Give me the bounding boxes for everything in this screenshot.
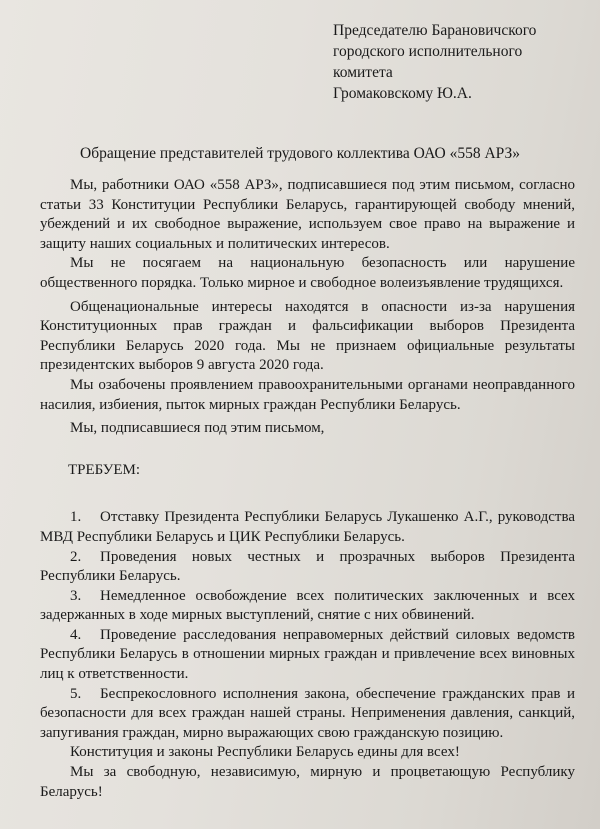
demands-heading: ТРЕБУЕМ: xyxy=(68,461,141,478)
intro-paragraph: Общенациональные интересы находятся в опасности из-за нарушения Конституционных прав граждан и фальсификации выборов Президента Республики Беларусь 2020 года. Мы не признаем официальные результаты президентских выборов 9 августа 2020 года. xyxy=(40,298,575,374)
demand-text: Проведения новых честных и прозрачных выборов Президента Республики Беларусь. xyxy=(40,548,575,585)
demand-item xyxy=(40,587,575,626)
demand-number: 5. xyxy=(70,685,82,702)
addressee-line: городского исполнительного xyxy=(333,43,523,60)
addressee-line: Громаковскому Ю.А. xyxy=(333,85,472,102)
demand-number: 3. xyxy=(70,587,82,604)
addressee-line: Председателю Барановичского xyxy=(333,22,537,39)
demand-text: Немедленное освобождение всех политических заключенных и всех задержанных в ходе мирных выступлений, снятие с них обвинений. xyxy=(40,587,575,624)
closing-line: Конституция и законы Республики Беларусь едины для всех! xyxy=(70,744,460,761)
demand-number: 4. xyxy=(70,626,82,643)
document-title: Обращение представителей трудового коллектива ОАО «558 АРЗ» xyxy=(80,145,520,162)
intro-paragraph: Мы, работники ОАО «558 АРЗ», подписавшиеся под этим письмом, согласно статьи 33 Конституции Республики Беларусь, гарантирующей свободу мнений, убеждений и их свободное выражение, используем свое право на выражение и защиту наших социальных и политических интересов. xyxy=(40,177,575,252)
addressee-block xyxy=(333,20,588,104)
demand-number: 2. xyxy=(70,548,82,565)
demand-text: Отставку Президента Республики Беларусь Лукашенко А.Г., руководства МВД Республики Беларусь и ЦИК Республики Беларусь. xyxy=(40,509,575,545)
intro-paragraph: Мы озабочены проявлением правоохранительными органами неоправданного насилия, избиения, пыток мирных граждан Республики Беларусь. xyxy=(40,376,575,413)
demand-text: Беспрекословного исполнения закона, обеспечение гражданских прав и безопасности для всех граждан нашей страны. Неприменения давления, санкций, запугивания граждан, мирно выражающих свою гражданскую позицию. xyxy=(40,685,575,741)
demands-list xyxy=(40,508,575,743)
demand-number: 1. xyxy=(70,509,82,526)
demand-item xyxy=(40,685,575,744)
intro-paragraph: Мы, подписавшиеся под этим письмом, xyxy=(70,420,325,437)
document-body xyxy=(40,176,575,802)
demand-item xyxy=(40,508,575,547)
demand-item xyxy=(40,626,575,685)
closing-line: Мы за свободную, независимую, мирную и процветающую Республику Беларусь! xyxy=(40,764,575,800)
demand-text: Проведение расследования неправомерных действий силовых ведомств Республики Беларусь в отношении мирных граждан и привлечение всех виновных лиц к ответственности. xyxy=(40,626,575,683)
addressee-line: комитета xyxy=(333,64,393,81)
demand-item xyxy=(40,548,575,587)
intro-paragraph: Мы не посягаем на национальную безопасность или нарушение общественного порядка. Только мирное и свободное волеизъявление трудящихся. xyxy=(40,255,575,291)
